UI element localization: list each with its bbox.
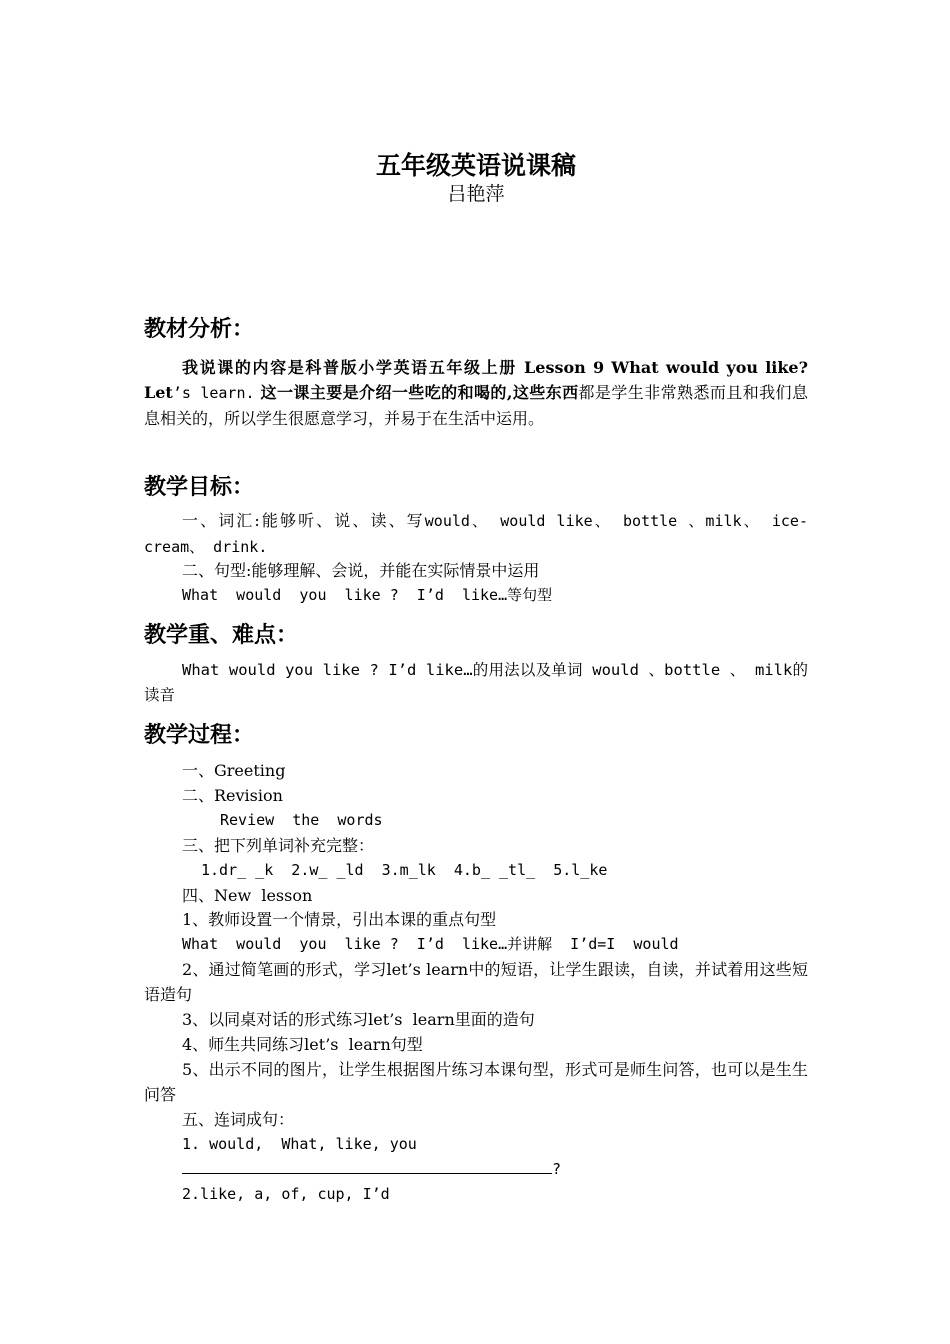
paragraph-rest: 都是学生非常熟悉而且和我们息息相关的，所以学生很愿意学习，并易于在生活中运用。 — [144, 383, 808, 428]
document-title: 五年级英语说课稿 — [375, 151, 576, 180]
objective-sentence-pattern: 二、句型:能够理解、会说，并能在实际情景中运用 — [182, 561, 540, 580]
heading-teaching-process: 教学过程： — [144, 722, 255, 748]
heading-textbook-analysis: 教材分析： — [144, 316, 255, 342]
process-step-sentence-building: 五、连词成句： — [182, 1110, 295, 1129]
paragraph-bold-part-b: 这一课主要是介绍一些吃的和喝的,这些东西 — [254, 383, 579, 402]
process-new-lesson-1: 1、教师设置一个情景，引出本课的重点句型 — [182, 910, 497, 929]
process-new-lesson-3: 3、以同桌对话的形式练习let’s learn里面的造句 — [182, 1010, 535, 1029]
heading-key-difficult-points: 教学重、难点： — [144, 622, 299, 648]
process-step-greeting: 一、Greeting — [182, 761, 286, 780]
process-step-new-lesson: 四、New lesson — [182, 886, 313, 905]
process-review-words: Review the words — [220, 811, 383, 829]
process-step-revision: 二、Revision — [182, 786, 283, 805]
key-points-text: What would you like ? I’d like…的用法以及单词 would 、bottle 、 milk的读音 — [144, 661, 808, 704]
answer-question-mark: ? — [552, 1160, 562, 1178]
objective-vocabulary-words: would、 would like、 bottle 、milk、 ice-cream、 drink. — [144, 512, 808, 556]
objective-vocabulary-label: 一、词汇:能够听、说、读、写 — [182, 511, 425, 530]
textbook-analysis-paragraph — [144, 355, 808, 431]
process-new-lesson-2: 2、通过简笔画的形式，学习let’s learn中的短语，让学生跟读，自读，并试着用这些短语造句 — [144, 960, 808, 1004]
process-new-lesson-5: 5、出示不同的图片，让学生根据图片练习本课句型，形式可是师生问答，也可以是生生问答 — [144, 1060, 808, 1104]
paragraph-bold-part-a: 我说课的内容是科普版小学英语五年级上册 Lesson 9 What would you like? Let — [144, 358, 808, 402]
sentence-building-item-1: 1. would, What, like, you — [182, 1135, 417, 1153]
sentence-building-item-2: 2.like, a, of, cup, I’d — [182, 1185, 390, 1203]
process-new-lesson-4: 4、师生共同练习let’s learn句型 — [182, 1035, 423, 1054]
answer-blank-line — [182, 1157, 552, 1174]
process-new-lesson-1-example: What would you like ? I’d like…并讲解 I’d=I would — [182, 935, 679, 953]
document-author: 吕艳萍 — [447, 183, 505, 205]
sentence-building-answer-1 — [144, 1157, 846, 1182]
process-fill-words-items: 1.dr_ _k 2.w_ _ld 3.m_lk 4.b_ _tl_ 5.l_ke — [201, 861, 608, 879]
objective-vocabulary — [144, 508, 808, 560]
paragraph-mono-part: ’s learn. — [172, 384, 255, 402]
process-step-fill-words: 三、把下列单词补充完整： — [182, 836, 375, 855]
objective-sentence-example: What would you like ? I’d like…等句型 — [182, 586, 553, 604]
heading-teaching-objectives: 教学目标： — [144, 474, 255, 500]
document-page — [144, 0, 808, 1344]
